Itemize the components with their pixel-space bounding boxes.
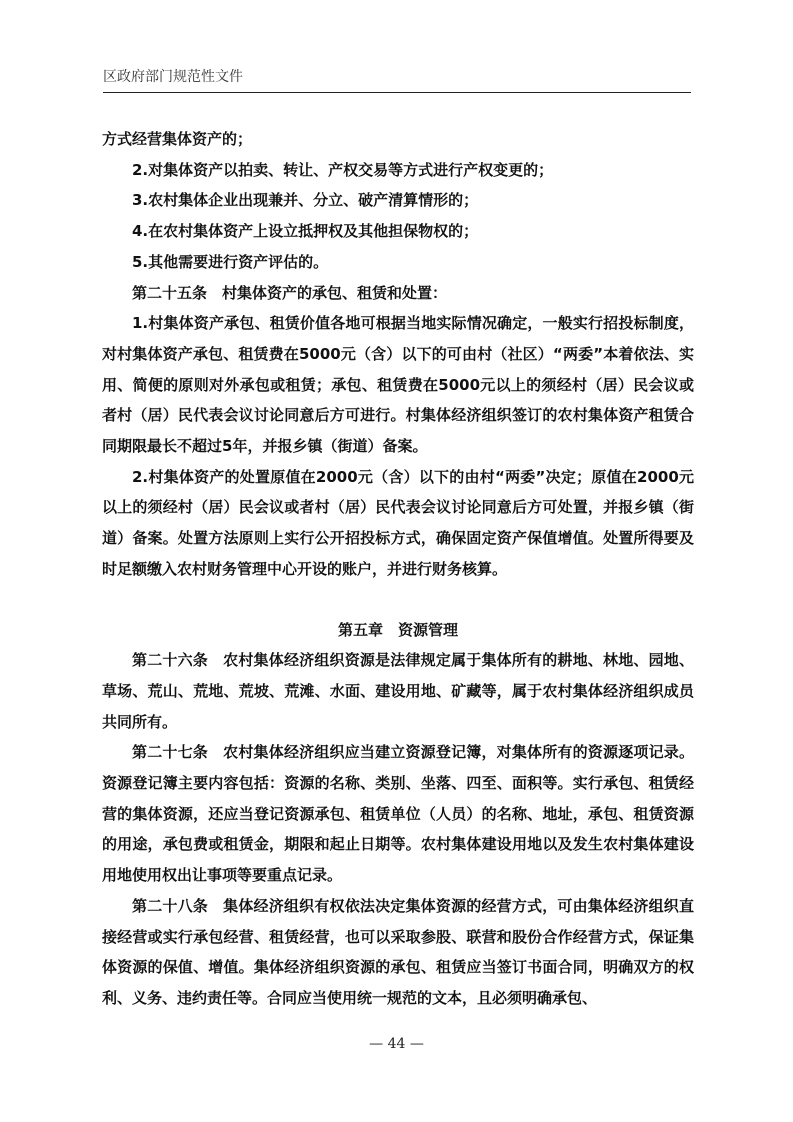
document-header xyxy=(103,66,691,93)
paragraph-text: 4.在农村集体资产上设立抵押权及其他担保物权的； xyxy=(132,222,479,241)
article-number: 第二十六条 xyxy=(132,651,208,670)
chapter-title: 第五章 资源管理 xyxy=(337,620,458,639)
header-title: 区政府部门规范性文件 xyxy=(103,69,243,85)
page-footer xyxy=(0,1036,793,1052)
paragraph-text: 2.对集体资产以拍卖、转让、产权交易等方式进行产权变更的； xyxy=(132,160,554,179)
paragraph-text: 3.农村集体企业出现兼并、分立、破产清算情形的； xyxy=(132,191,479,210)
article-26 xyxy=(102,645,694,737)
paragraph-text: 集体经济组织有权依法决定集体资源的经营方式，可由集体经济组织直接经营或实行承包经营、租赁经营，也可以采取参股、联营和股份合作经营方式，保证集体资源的保值、增值。集体经济组织资源的承包、租赁应当签订书面合同，明确双方的权利、义务、违约责任等。合同应当使用统一规范的文本，且必须明确承包、 xyxy=(102,896,694,1007)
list-item xyxy=(102,185,694,216)
article-number: 第二十八条 xyxy=(132,896,208,915)
article-number: 第二十七条 xyxy=(132,743,208,762)
article-28 xyxy=(102,891,694,1014)
paragraph-text: 方式经营集体资产的； xyxy=(102,130,253,148)
list-item xyxy=(102,462,694,585)
paragraph-text: 2.村集体资产的处置原值在2000元（含）以下的由村“两委”决定；原值在2000元以上的须经村（居）民会议或者村（居）民代表会议讨论同意后方可处置，并报乡镇（街道）备案。处置方法原则上实行公开招投标方式，确保固定资产保值增值。处置所得要及时足额缴入农村财务管理中心开设的账户，并进行财务核算。 xyxy=(102,467,694,578)
paragraph-text: 1.村集体资产承包、租赁价值各地可根据当地实际情况确定，一般实行招投标制度，对村集体资产承包、租赁费在5000元（含）以下的可由村（社区）“两委”本着依法、实用、简便的原则对外承包或租赁；承包、租赁费在5000元以上的须经村（居）民会议或者村（居）民代表会议讨论同意后方可进行。村集体经济组织签订的农村集体资产租赁合同期限最长不超过5年，并报乡镇（街道）备案。 xyxy=(102,314,694,456)
list-item xyxy=(102,216,694,247)
list-item xyxy=(102,155,694,186)
chapter-heading xyxy=(102,615,694,646)
spacer xyxy=(102,585,694,615)
paragraph-text: 5.其他需要进行资产评估的。 xyxy=(132,252,329,271)
list-item xyxy=(102,308,694,462)
paragraph-text: 农村集体经济组织应当建立资源登记簿，对集体所有的资源逐项记录。资源登记簿主要内容包括：资源的名称、类别、坐落、四至、面积等。实行承包、租赁经营的集体资源，还应当登记资源承包、租赁单位（人员）的名称、地址，承包、租赁资源的用途，承包费或租赁金，期限和起止日期等。农村集体建设用地以及发生农村集体建设用地使用权出让事项等要重点记录。 xyxy=(102,743,694,885)
paragraph xyxy=(102,124,694,155)
article-25 xyxy=(102,278,694,309)
paragraph-text: 村集体资产的承包、租赁和处置： xyxy=(222,283,448,302)
article-27 xyxy=(102,737,694,891)
article-number: 第二十五条 xyxy=(132,283,208,302)
document-body xyxy=(102,124,694,1014)
page-number: — 44 — xyxy=(369,1036,424,1052)
list-item xyxy=(102,247,694,278)
paragraph-text: 农村集体经济组织资源是法律规定属于集体所有的耕地、林地、园地、草场、荒山、荒地、荒坡、荒滩、水面、建设用地、矿藏等，属于农村集体经济组织成员共同所有。 xyxy=(102,651,694,731)
